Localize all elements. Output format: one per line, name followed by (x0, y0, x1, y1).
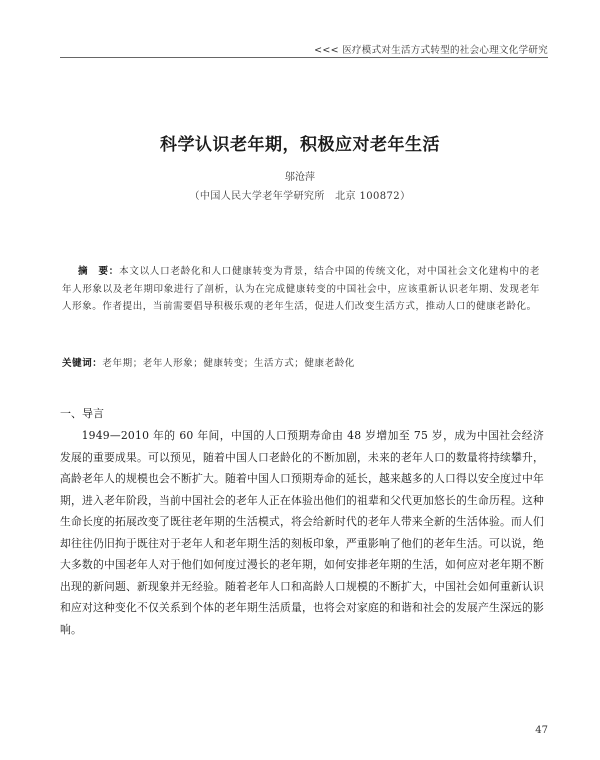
keywords-label: 关键词： (62, 358, 103, 369)
abstract-label: 摘 要： (78, 266, 120, 277)
abstract-text: 本文以人口老龄化和人口健康转变为背景，结合中国的传统文化，对中国社会文化建构中的老年人形象以及老年期印象进行了剖析，认为在完成健康转变的中国社会中，应该重新认识老年期、发现老年人形象。作者提出，当前需要倡导积极乐观的老年生活，促进人们改变生活方式，推动人口的健康老龄化。 (62, 266, 540, 312)
page-number: 47 (535, 725, 548, 736)
body-paragraph: 1949—2010 年的 60 年间，中国的人口预期寿命由 48 岁增加至 75 岁，成为中国社会经济发展的重要成果。可以预见，随着中国人口老龄化的不断加剧，未来的老年人口的数量将持续攀升，高龄老年人的规模也会不断扩大。随着中国人口预期寿命的延长，越来越多的人口得以安全度过中年期，进入老年阶段，当前中国社会的老年人正在体验出他们的祖辈和父代更加悠长的生命历程。这种生命长度的拓展改变了既往老年期的生活模式，将会给新时代的老年人带来全新的生活体验。而人们却往往仍旧拘于既往对于老年人和老年期生活的刻板印象，严重影响了他们的老年生活。可以说，绝大多数的中国老年人对于他们如何度过漫长的老年期，如何安排老年期的生活，如何应对老年期不断出现的新问题、新现象并无经验。随着老年人口和高龄人口规模的不断扩大，中国社会如何重新认识和应对这种变化不仅关系到个体的老年期生活质量，也将会对家庭的和谐和社会的发展产生深远的影响。 (60, 429, 544, 636)
article-author: 邬沧萍 (285, 172, 315, 183)
abstract (62, 263, 540, 316)
author-affiliation: （中国人民大学老年学研究所 北京 100872） (189, 191, 411, 202)
keywords-text: 老年期；老年人形象；健康转变；生活方式；健康老龄化 (102, 358, 355, 369)
section-heading: 一、导言 (60, 407, 104, 420)
keywords (62, 355, 540, 372)
header-rule (60, 57, 548, 58)
article-title: 科学认识老年期，积极应对老年生活 (160, 135, 440, 155)
running-head: <<< 医疗模式对生活方式转型的社会心理文化学研究 (314, 45, 548, 56)
